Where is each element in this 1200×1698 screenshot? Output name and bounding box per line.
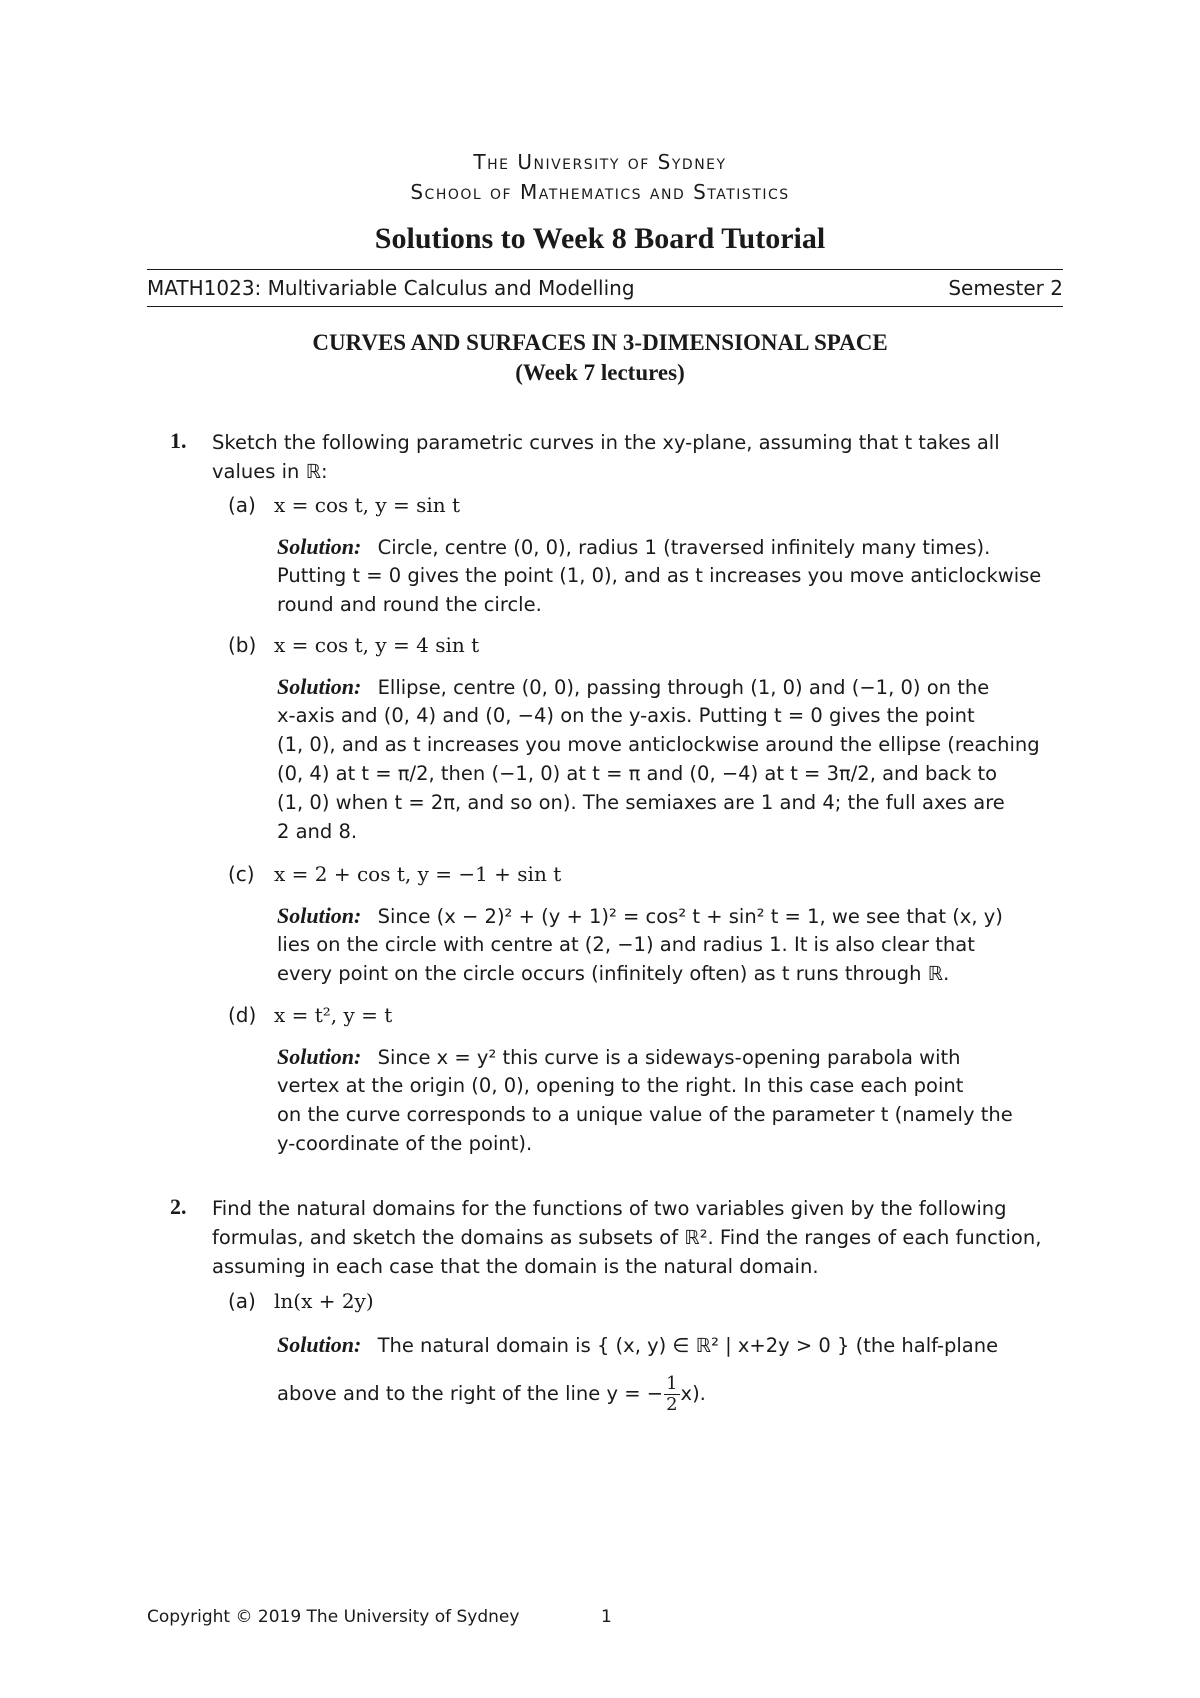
part-equation: x = cos t, y = 4 sin t xyxy=(274,633,480,657)
solution-line: 2 and 8. xyxy=(277,820,358,843)
question-prompt: formulas, and sketch the domains as subsets of ℝ². Find the ranges of each function, xyxy=(212,1226,1042,1249)
solution-text: Ellipse, centre (0, 0), passing through (1, 0) and (−1, 0) on the xyxy=(377,676,990,699)
bottom-rule xyxy=(147,306,1063,307)
solution-label: Solution: xyxy=(277,674,362,699)
solution-line: lies on the circle with centre at (2, −1) and radius 1. It is also clear that xyxy=(277,933,975,956)
solution-text: The natural domain is { (x, y) ∈ ℝ² | x+2y > 0 } (the half-plane xyxy=(377,1334,999,1357)
school-name: School of Mathematics and Statistics xyxy=(410,180,790,204)
solution-line: every point on the circle occurs (infinitely often) as t runs through ℝ. xyxy=(277,962,950,985)
solution-line xyxy=(277,1372,706,1416)
fraction-denominator: 2 xyxy=(666,1394,678,1415)
solution-label: Solution: xyxy=(277,1044,362,1069)
solution-text: Since (x − 2)² + (y + 1)² = cos² t + sin² t = 1, we see that (x, y) xyxy=(377,905,1003,928)
solution-line xyxy=(277,532,990,562)
solution-line: on the curve corresponds to a unique value of the parameter t (namely the xyxy=(277,1103,1013,1126)
solution-line: Putting t = 0 gives the point (1, 0), and as t increases you move anticlockwise xyxy=(277,564,1042,587)
top-rule xyxy=(147,269,1063,270)
part-label: (a) xyxy=(228,493,256,517)
section-subtitle: (Week 7 lectures) xyxy=(515,360,685,385)
solution-line: round and round the circle. xyxy=(277,593,542,616)
solution-line: (1, 0) when t = 2π, and so on). The semiaxes are 1 and 4; the full axes are xyxy=(277,791,1005,814)
solution-line: y-coordinate of the point). xyxy=(277,1132,533,1155)
solution-label: Solution: xyxy=(277,1332,362,1357)
university-name: The University of Sydney xyxy=(473,150,727,174)
question-prompt: values in ℝ: xyxy=(212,460,328,483)
solution-line xyxy=(277,1042,961,1072)
solution-line: (0, 4) at t = π/2, then (−1, 0) at t = π and (0, −4) at t = 3π/2, and back to xyxy=(277,762,998,785)
solution-line: (1, 0), and as t increases you move anticlockwise around the ellipse (reaching xyxy=(277,733,1040,756)
question-prompt: assuming in each case that the domain is the natural domain. xyxy=(212,1255,819,1278)
part-label: (c) xyxy=(228,862,255,886)
copyright-notice: Copyright © 2019 The University of Sydney xyxy=(147,1607,520,1627)
solution-text: Circle, centre (0, 0), radius 1 (traversed infinitely many times). xyxy=(377,536,991,559)
solution-line xyxy=(277,1330,998,1360)
part-equation: x = t², y = t xyxy=(274,1003,393,1027)
solution-line xyxy=(277,672,989,702)
part-equation: ln(x + 2y) xyxy=(274,1289,374,1313)
course-row xyxy=(147,276,1063,300)
part-label: (b) xyxy=(228,633,257,657)
solution-text: Since x = y² this curve is a sideways-opening parabola with xyxy=(377,1046,961,1069)
solution-text: x). xyxy=(680,1382,706,1405)
solution-label: Solution: xyxy=(277,534,362,559)
part-label: (d) xyxy=(228,1003,257,1027)
question-prompt: Sketch the following parametric curves in the xy-plane, assuming that t takes all xyxy=(212,431,1000,454)
part-equation: x = cos t, y = sin t xyxy=(274,493,461,517)
solution-line: vertex at the origin (0, 0), opening to the right. In this case each point xyxy=(277,1074,964,1097)
solution-line: x-axis and (0, 4) and (0, −4) on the y-axis. Putting t = 0 gives the point xyxy=(277,704,975,727)
question-number: 2. xyxy=(170,1194,187,1219)
document-title: Solutions to Week 8 Board Tutorial xyxy=(374,222,826,255)
course-name: MATH1023: Multivariable Calculus and Modelling xyxy=(147,276,635,300)
part-label: (a) xyxy=(228,1289,256,1313)
page-number: 1 xyxy=(601,1607,612,1627)
semester-label: Semester 2 xyxy=(948,276,1063,300)
fraction xyxy=(664,1374,679,1415)
solution-label: Solution: xyxy=(277,903,362,928)
question-prompt: Find the natural domains for the functions of two variables given by the following xyxy=(212,1197,1007,1220)
fraction-numerator: 1 xyxy=(666,1373,678,1394)
solution-line xyxy=(277,901,1003,931)
section-title: CURVES AND SURFACES IN 3-DIMENSIONAL SPACE xyxy=(312,330,888,355)
part-equation: x = 2 + cos t, y = −1 + sin t xyxy=(274,862,562,886)
question-number: 1. xyxy=(170,428,187,453)
solution-text: above and to the right of the line y = − xyxy=(277,1382,664,1405)
